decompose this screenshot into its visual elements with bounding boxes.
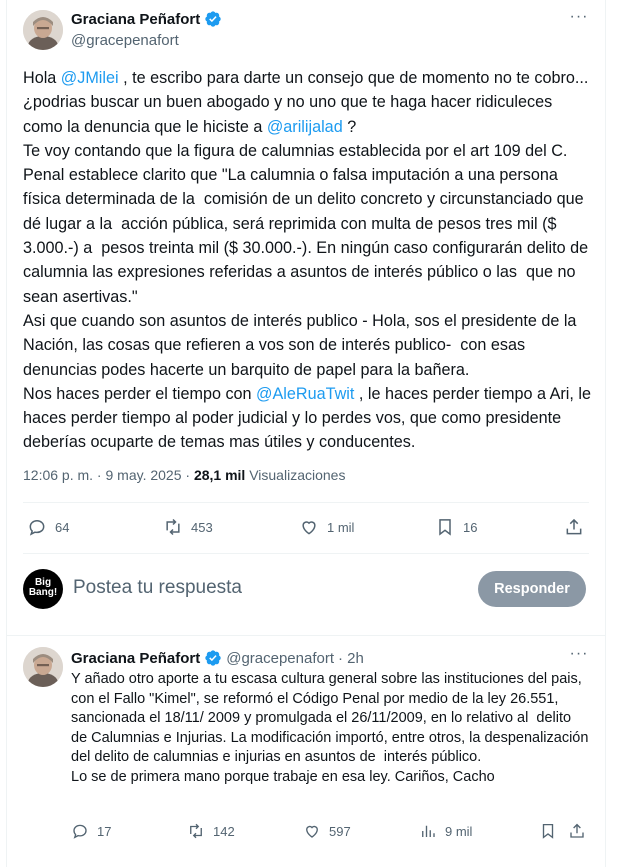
reply-bookmark-button[interactable]	[539, 822, 557, 840]
reply-time[interactable]: · 2h	[338, 649, 364, 667]
reply-icon	[71, 822, 89, 840]
divider	[23, 502, 589, 503]
author-handle[interactable]: @gracepenafort	[71, 32, 179, 49]
heart-icon	[303, 822, 321, 840]
bookmark-icon	[539, 822, 557, 840]
reply-author-row	[71, 649, 364, 667]
reply-like-button[interactable]	[303, 822, 351, 840]
reply-author-avatar[interactable]	[23, 647, 63, 687]
reply-button[interactable]	[27, 517, 69, 537]
reply-views-button[interactable]	[419, 822, 472, 840]
author-name-row	[71, 10, 222, 28]
post-text-segment: , le haces perder tiempo a Ari, le haces perder tiempo al poder judicial y lo perdes vos, que como presidente deberías ocuparte de temas mas útiles y conducentes.	[23, 384, 596, 452]
bookmark-icon	[435, 517, 455, 537]
reply-icon	[27, 517, 47, 537]
reply-repost-button[interactable]	[187, 822, 235, 840]
repost-button[interactable]	[163, 517, 213, 537]
composer-avatar-text: Big Bang!	[28, 577, 58, 598]
reply-input[interactable]: Postea tu respuesta	[73, 577, 242, 598]
author-avatar[interactable]	[23, 10, 63, 50]
post-text-segment: ? Te voy contando que la figura de calumnias establecida por el art 109 del C. Penal establece clarito que "La calumnia o falsa imputación a una persona física determinada de la comisión de un delito concreto y circunstanciado que dé lugar a la acción pública, será reprimida con multa de pesos tres mil ($ 3.000.-) a pesos treinta mil ($ 30.000.-). En ningún caso configurarán delito de calumnia las expresiones referidas a asuntos de interés público o las que no sean asertivas." Asi que cuando son asuntos de interés publico - Hola, sos el presidente de la Nación, las cosas que refieren a vos son de interés publico- con esas denuncias podes hacerte un barquito de papel para la bañera. Nos haces perder el tiempo con	[23, 117, 589, 403]
post-text-segment: , te escribo para darte un consejo que de momento no te cobro...¿podrias buscar un buen abogado y no uno que te haga hacer ridiculeces como la denuncia que le hiciste a	[23, 69, 589, 136]
repost-icon	[163, 517, 183, 537]
more-options-icon[interactable]: ···	[569, 8, 589, 25]
reply-more-options-icon[interactable]: ···	[569, 645, 589, 662]
share-icon	[564, 517, 584, 537]
heart-icon	[299, 517, 319, 537]
reply-count: 64	[55, 519, 70, 535]
reply-like-count: 597	[329, 823, 351, 839]
repost-count: 453	[191, 519, 213, 535]
verified-badge-icon	[204, 10, 222, 28]
like-button[interactable]	[299, 517, 354, 537]
like-count: 1 mil	[327, 519, 355, 535]
post-text	[23, 66, 595, 455]
mention-link[interactable]: @arilijalad	[266, 117, 343, 136]
reply-submit-button[interactable]: Responder	[478, 571, 586, 607]
divider	[23, 553, 589, 554]
reply-author-name[interactable]: Graciana Peñafort	[71, 649, 201, 667]
reply-author-handle[interactable]: @gracepenafort	[226, 649, 335, 667]
reply-composer	[7, 555, 605, 625]
verified-badge-icon	[204, 649, 222, 667]
reply-views-count: 9 mil	[445, 823, 473, 839]
reply-text: Y añado otro aporte a tu escasa cultura general sobre las instituciones del pais, con el Fallo "Kimel", se reformó el Código Penal por medio de la ley 26.551, sancionada el 18/11/ 2009 y promulgada el 26/11/2009, en lo relativo al delito de Calumnias e Injurias. La modificación importó, entre otros, la despenalización del delito de calumnias e injurias en asuntos de interés público. Lo se de primera mano porque trabaje en esa ley. Cariños, Cacho	[71, 671, 589, 785]
reply-reply-count: 17	[97, 823, 112, 839]
repost-icon	[187, 822, 205, 840]
views-count: 28,1 mil	[193, 467, 246, 483]
reply-reply-button[interactable]	[71, 822, 111, 840]
bookmark-button[interactable]	[435, 517, 477, 537]
section-divider	[7, 635, 605, 636]
composer-avatar[interactable]	[23, 569, 63, 609]
views-label: Visualizaciones	[245, 467, 346, 483]
views-chart-icon	[419, 822, 437, 840]
share-button[interactable]	[564, 517, 584, 537]
author-name[interactable]: Graciana Peñafort	[71, 10, 201, 28]
mention-link[interactable]: @AleRuaTwit	[256, 384, 355, 403]
timeline-column	[6, 0, 606, 867]
reply-share-button[interactable]	[568, 822, 586, 840]
share-icon	[568, 822, 586, 840]
post-timestamp[interactable]: 12:06 p. m. · 9 may. 2025 ·	[23, 467, 194, 483]
post-meta	[23, 467, 345, 483]
reply-repost-count: 142	[213, 823, 235, 839]
bookmark-count: 16	[463, 519, 478, 535]
mention-link[interactable]: @JMilei	[60, 69, 119, 87]
post-text-segment: Hola	[23, 69, 61, 87]
